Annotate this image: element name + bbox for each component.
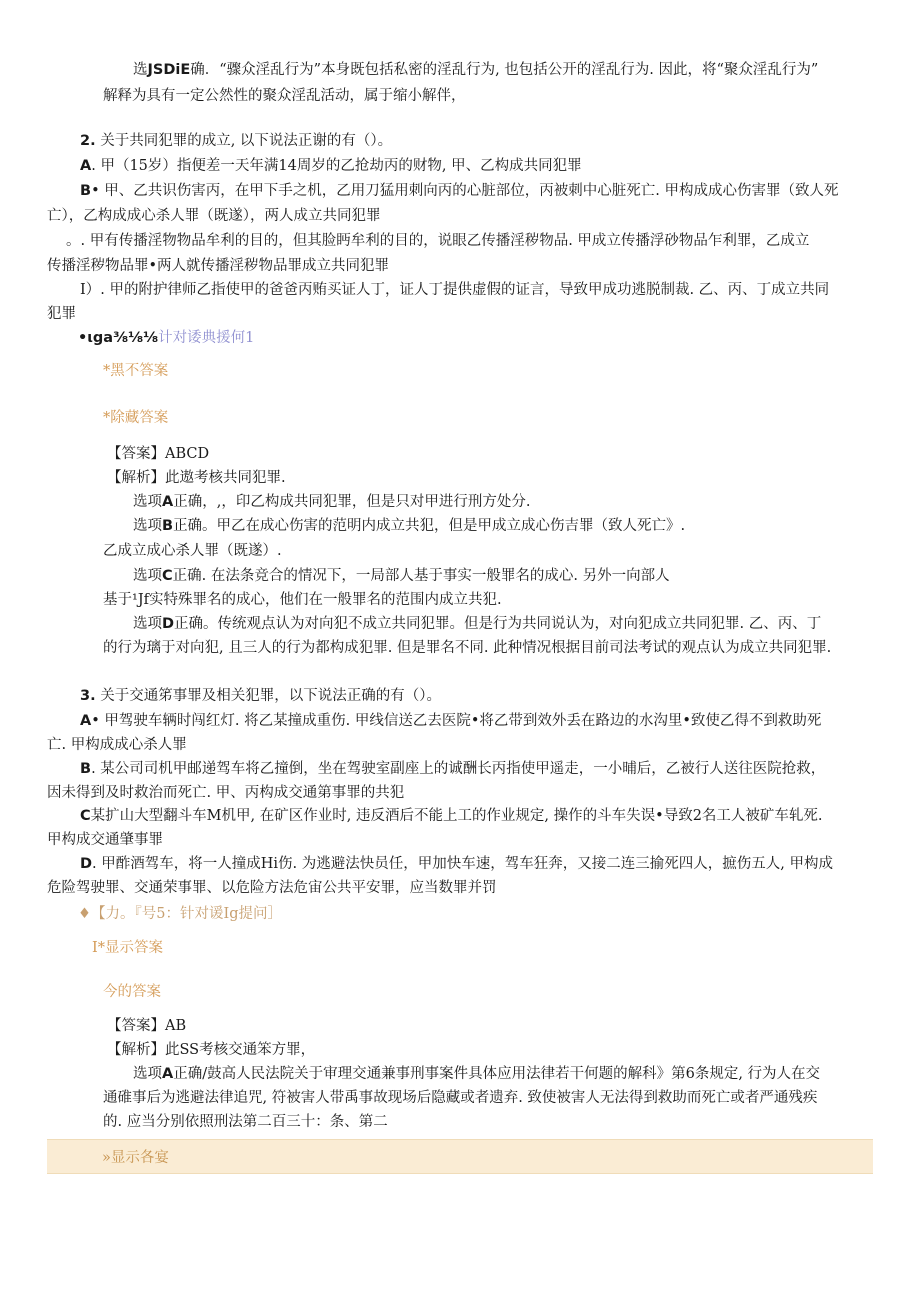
- analysis-option-a-cont: 通碓事后为逃避法律追咒, 符被害人带禹事故现场后隐藏或者遗弃. 致使被害人无法得到救助而死亡或者严通残疾: [103, 1090, 818, 1106]
- analysis-option-a-cont2: 的. 应当分别依照刑法第二百三十：条、第二: [103, 1114, 388, 1130]
- analysis-option-d-cont: 的行为璃于对向犯, 且三人的行为都构成犯罪. 但是罪名不同. 此种情况根据目前司法考试的观点认为成立共同犯罪.: [103, 640, 832, 656]
- ask-question-link[interactable]: 计对诿典援何1: [158, 330, 255, 346]
- show-answer-toggle[interactable]: *黑不答案: [103, 363, 169, 379]
- option-d: I）. 甲的附护律师乙指使甲的爸爸丙贿买证人丁，证人丁提供虚假的证言，导致甲成功逃脱制裁. 乙、丙、丁成立共同: [80, 282, 830, 298]
- option-letter: D: [162, 616, 175, 632]
- option-letter: C: [80, 808, 91, 824]
- ask-question-toolbar[interactable]: ♦【力。『号5：针对谖Ig提问］: [78, 906, 282, 922]
- option-b: B. 某公司司机甲邮递驾车将乙撞倒，坐在驾驶室副座上的诚酬长丙指使甲遥走，一小晡后，乙被行人送往医院抢救，: [80, 761, 826, 777]
- option-letter: D: [80, 856, 93, 872]
- option-letter: B: [80, 761, 92, 777]
- option-d: D. 甲酢酒驾车，将一人撞成Hi伤. 为逃避法快员任，甲加快车速，驾车狂奔，又接二连三揄死四人，摭伤五人, 甲构成: [80, 856, 833, 872]
- option-c-cont: 传播淫秽物品罪•两人就传播淫秽物品罪成立共同犯罪: [47, 258, 390, 274]
- option-letter: JSDiE: [147, 62, 191, 78]
- option-letter: 3.: [80, 688, 96, 704]
- question-stem: 2. 关于共同犯罪的成立, 以下说法正谢的有（）。: [80, 133, 393, 149]
- option-c-cont: 甲构成交通肇事罪: [47, 832, 163, 848]
- analysis-option-b-cont: 乙成立成心杀人罪（既遂）.: [103, 543, 282, 559]
- option-c: C某扩山大型翻斗车M机甲, 在矿区作业时, 违反酒后不能上工的作业规定, 操作的斗车失误•导致2名工人被矿车轧死.: [80, 808, 823, 824]
- option-b: B• 甲、乙共识伤害丙，在甲下手之机，乙用刀猛用刺向丙的心脏部位，丙被刺中心脏死亡. 甲构成成心伤害罪（致人死: [80, 183, 839, 199]
- option-d-cont: 危险驾驶罪、交通荣事罪、以危险方法危宙公共平安罪，应当数罪并罚: [47, 880, 497, 896]
- my-answer-toggle[interactable]: 今的答案: [103, 984, 161, 1000]
- answer-key: 【答案】AB: [107, 1018, 187, 1034]
- option-d-cont: 犯罪: [47, 306, 76, 322]
- analysis-option-a: 选项A正确/鼓高人民法院关于审理交通兼事刑事案件具体应用法律若干何题的解科》第6条规定, 行为人在交: [133, 1066, 821, 1082]
- show-answer-bar-label[interactable]: »显示各宴: [102, 1150, 169, 1166]
- show-answer-toggle[interactable]: I*显示答案: [92, 940, 163, 956]
- analysis-heading: 【解析】此SS考核交通笨方罪，: [107, 1042, 316, 1058]
- hide-answer-toggle[interactable]: *除藏答案: [103, 410, 169, 426]
- option-letter: B: [162, 518, 174, 534]
- option-b-cont: 因未得到及时救治而死亡. 甲、丙构成交通第事罪的共犯: [47, 785, 405, 801]
- question-toolbar: [78, 328, 254, 348]
- option-c: 。. 甲有传播淫物物品牟利的目的，但其脸眄牟利的目的，说眼乙传播淫秽物品. 甲成立传播浮砂物品乍利罪，乙成立: [66, 233, 810, 249]
- option-letter: A: [80, 158, 92, 174]
- analysis-line: 选JSDiE确．“骤众淫乱行为”本身既包括私密的淫乱行为, 也包括公开的淫乱行为. 因此，将“聚众淫乱行为”: [133, 62, 819, 78]
- option-a: A• 甲驾驶车辆时闯红灯. 将乙某撞成重伤. 甲线信送乙去医院•将乙带到效外丢在路边的水沟里•致使乙得不到救助死: [80, 713, 822, 729]
- option-letter: A: [162, 494, 174, 510]
- analysis-option-c-cont: 基于¹Jf实特殊罪名的成心，他们在一般罪名的范围内成立共犯.: [103, 592, 502, 608]
- option-b-cont: 亡），乙构成成心杀人罪（既遂），两人成立共同犯罪: [47, 208, 381, 224]
- analysis-line: 解释为具有一定公然性的聚众淫乱活动，属于缩小解伴，: [103, 88, 466, 104]
- option-a: A. 甲（15岁）指便差一天年满14周岁的乙抢劫丙的财物, 甲、乙构成共同犯罪: [80, 158, 582, 174]
- option-letter: A: [80, 713, 92, 729]
- option-letter: B: [80, 183, 92, 199]
- analysis-heading: 【解析】此遨考核共同犯罪.: [107, 470, 286, 486]
- analysis-option-a: 选项A正确，,，印乙构成共同犯罪，但是只对甲进行刑方处分.: [133, 494, 531, 510]
- toolbar-prefix: •ιga⅜⅛⅛: [78, 330, 159, 346]
- option-letter: 2.: [80, 133, 96, 149]
- option-a-cont: 亡. 甲构成成心杀人罪: [47, 737, 187, 753]
- show-answer-bar[interactable]: [47, 1139, 873, 1174]
- option-letter: C: [162, 568, 173, 584]
- analysis-option-d: 选项D正确。传统观点认为对向犯不成立共同犯罪。但是行为共同说认为，对向犯成立共同犯罪. 乙、丙、丁: [133, 616, 822, 632]
- option-letter: A: [162, 1066, 174, 1082]
- answer-key: 【答案】ABCD: [107, 446, 210, 462]
- analysis-option-c: 选项C正确. 在法条竞合的情况下，一局部人基于事实一般罪名的成心. 另外一向部人: [133, 568, 670, 584]
- question-stem: 3. 关于交通笫事罪及相关犯罪，以下说法正确的有（）。: [80, 688, 441, 704]
- analysis-option-b: 选项B正确。甲乙在成心伤害的范明内成立共犯，但是甲成立成心伤吉罪（致人死亡》.: [133, 518, 686, 534]
